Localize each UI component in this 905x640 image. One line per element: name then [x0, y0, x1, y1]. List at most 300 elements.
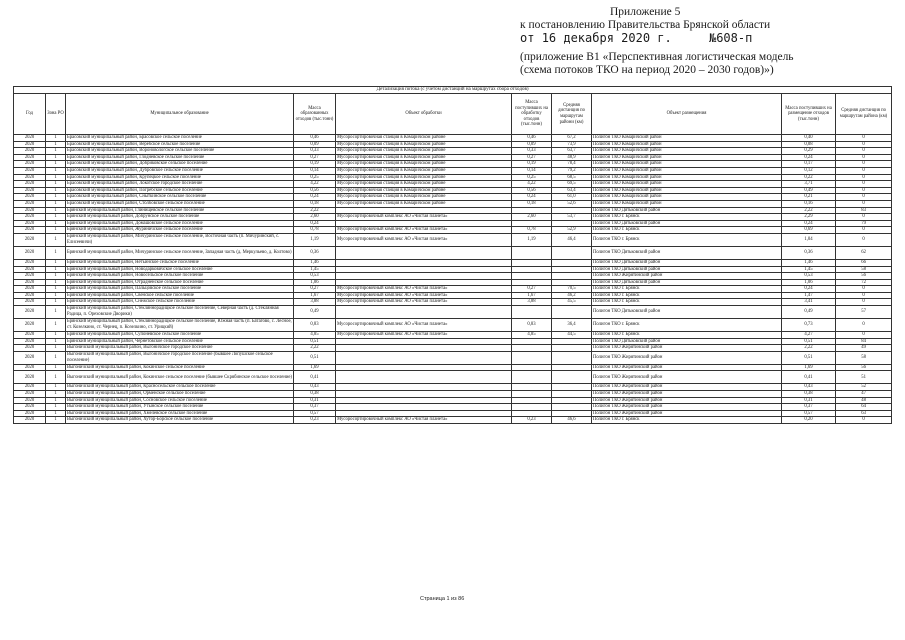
table-cell: Выгоничский муниципальный район, Сосновское сельское поселение [66, 397, 294, 404]
table-row [14, 371, 892, 384]
table-cell: 0 [836, 187, 892, 194]
table-cell: 1 [46, 181, 66, 188]
table-cell: 0,14 [512, 167, 552, 174]
table-cell: 0,51 [294, 351, 336, 364]
table-row [14, 292, 892, 299]
table-cell: Полигон ТКО Комаричский район [592, 174, 782, 181]
table-row [14, 364, 892, 371]
table-cell: Брянский муниципальный район, Журиничское сельское поселение [66, 227, 294, 234]
table-cell: 46,4 [552, 233, 592, 246]
table-cell: 2020 [14, 299, 46, 306]
table-cell: 52,6 [552, 200, 592, 207]
table-cell: 0,38 [782, 391, 836, 398]
table-caption: Детализация потока (с учетом дистанций на маршрутах сбора отходов) [14, 87, 892, 94]
table-row [14, 174, 892, 181]
table-cell: 2020 [14, 135, 46, 142]
table-cell: Выгоничский муниципальный район, Орменское сельское поселение [66, 391, 294, 398]
table-cell: 2,22 [294, 345, 336, 352]
table-cell: 58 [836, 351, 892, 364]
table-cell: Полигон ТКО г. Брянск [592, 299, 782, 306]
table-cell [512, 391, 552, 398]
table-cell: Брасовский муниципальный район, Веребское сельское поселение [66, 141, 294, 148]
table-cell [336, 266, 512, 273]
table-cell: 1 [46, 161, 66, 168]
table-row [14, 187, 892, 194]
table-cell: Мусоросортировочный комплекс АО «Чистая планета» [336, 292, 512, 299]
table-cell: 0,41 [782, 371, 836, 384]
table-cell: Полигон ТКО г. Брянск [592, 319, 782, 332]
table-cell: Брянский муниципальный район, Чернетовское сельское поселение [66, 338, 294, 345]
table-cell: 1 [46, 279, 66, 286]
table-cell: 66 [836, 259, 892, 266]
table-cell: Полигон ТКО Комаричский район [592, 141, 782, 148]
table-cell: 2020 [14, 266, 46, 273]
table-cell: Полигон ТКО г. Брянск [592, 292, 782, 299]
table-cell: 1 [46, 135, 66, 142]
table-cell: Мусоросортировочная станция в Комаричском районе [336, 161, 512, 168]
table-row [14, 214, 892, 221]
table-cell: 0 [836, 299, 892, 306]
table-cell: 1 [46, 364, 66, 371]
table-row [14, 338, 892, 345]
table-cell [552, 364, 592, 371]
table-cell: 0 [836, 319, 892, 332]
table-cell: Выгоничский муниципальный район, Хутор-Борское сельское поселение [66, 417, 294, 424]
table-cell: 0,24 [782, 286, 836, 293]
table-cell [552, 371, 592, 384]
table-cell: 1,67 [294, 292, 336, 299]
table-cell: 1,06 [782, 279, 836, 286]
table-cell: 0,27 [294, 154, 336, 161]
table-cell: Полигон ТКО Жирятинский район [592, 371, 782, 384]
table-row [14, 404, 892, 411]
table-cell: Выгоничский муниципальный район, Выгоничское городское поселение [66, 345, 294, 352]
table-cell: Брянский муниципальный район, Супоневское сельское поселение [66, 332, 294, 339]
table-cell: 78,4 [552, 161, 592, 168]
table-cell: 0,78 [294, 227, 336, 234]
table-cell: 0,16 [782, 200, 836, 207]
table-cell: Мусоросортировочный комплекс АО «Чистая планета» [336, 286, 512, 293]
table-cell: 0,69 [782, 227, 836, 234]
table-cell: Брянский муниципальный район, Новодарковичское сельское поселение [66, 266, 294, 273]
table-cell: 2020 [14, 148, 46, 155]
table-cell: Мусоросортировочная станция в Комаричском районе [336, 141, 512, 148]
document-header [520, 6, 890, 77]
table-cell: Мусоросортировочная станция в Комаричском районе [336, 167, 512, 174]
decree-number: №608-п [708, 31, 753, 45]
table-cell: 45,5 [552, 299, 592, 306]
table-cell: 1,19 [512, 233, 552, 246]
table-cell: Брасовский муниципальный район, Брасовское сельское поселение [66, 135, 294, 142]
table-row [14, 286, 892, 293]
table-cell [552, 345, 592, 352]
table-cell: 0,53 [294, 273, 336, 280]
table-cell: 0 [836, 167, 892, 174]
table-cell: 2020 [14, 404, 46, 411]
table-cell: 2020 [14, 345, 46, 352]
table-cell: 53,7 [552, 214, 592, 221]
table-cell [512, 345, 552, 352]
table-cell: 52 [836, 384, 892, 391]
table-cell [552, 279, 592, 286]
table-cell: 2020 [14, 207, 46, 214]
table-cell [512, 410, 552, 417]
table-cell: Мусоросортировочная станция в Комаричском районе [336, 181, 512, 188]
table-row [14, 233, 892, 246]
table-cell: Брасовский муниципальный район, Вороновологское сельское поселение [66, 148, 294, 155]
table-cell: 1 [46, 338, 66, 345]
table-cell [512, 220, 552, 227]
table-cell: 1 [46, 246, 66, 259]
table-cell: Полигон ТКО Дятьковский район [592, 259, 782, 266]
table-cell: Мусоросортировочный комплекс АО «Чистая планета» [336, 233, 512, 246]
table-cell [512, 273, 552, 280]
table-cell: Брасовский муниципальный район, Глодневское сельское поселение [66, 154, 294, 161]
table-cell: 1 [46, 194, 66, 201]
table-cell: 2020 [14, 273, 46, 280]
table-cell: Выгоничский муниципальный район, Кокинское сельское поселение (бывшее Скрябинское сельское поселение) [66, 371, 294, 384]
appendix-subtitle-2: (схема потоков ТКО на период 2020 – 2030 годов)») [520, 64, 774, 76]
table-cell: 0,73 [782, 319, 836, 332]
table-cell: 0 [836, 148, 892, 155]
table-cell: Полигон ТКО Жирятинский район [592, 351, 782, 364]
table-cell: Полигон ТКО г. Брянск [592, 332, 782, 339]
table-cell: 0,27 [512, 154, 552, 161]
table-cell: 0,33 [512, 148, 552, 155]
table-cell: 0,08 [782, 141, 836, 148]
table-cell: 0,51 [782, 351, 836, 364]
table-cell: 2020 [14, 397, 46, 404]
table-cell: Полигон ТКО Дятьковский район [592, 246, 782, 259]
table-cell: Полигон ТКО Жирятинский район [592, 410, 782, 417]
table-cell: 0,18 [294, 200, 336, 207]
table-row [14, 154, 892, 161]
table-cell [552, 338, 592, 345]
table-cell [552, 410, 592, 417]
table-cell: Полигон ТКО г. Брянск [592, 233, 782, 246]
table-cell: 0,17 [782, 161, 836, 168]
table-cell: 1 [46, 266, 66, 273]
table-cell: 0,36 [294, 246, 336, 259]
table-cell: 48 [836, 397, 892, 404]
table-cell: 0,53 [782, 273, 836, 280]
table-cell: Полигон ТКО Дятьковский район [592, 279, 782, 286]
table-cell: 0,23 [294, 417, 336, 424]
table-row [14, 306, 892, 319]
table-cell [336, 410, 512, 417]
decree-line: к постановлению Правительства Брянской области [520, 19, 771, 31]
table-cell: 1 [46, 319, 66, 332]
table-cell: Брасовский муниципальный район, Сныткинское сельское поселение [66, 194, 294, 201]
table-cell: 48,9 [552, 154, 592, 161]
table-cell: 1 [46, 410, 66, 417]
table-cell: 3,41 [782, 299, 836, 306]
table-cell: 0 [836, 286, 892, 293]
table-cell: Брасовский муниципальный район, Погребское сельское поселение [66, 187, 294, 194]
table-cell: 51 [836, 371, 892, 384]
table-cell: 63,7 [552, 148, 592, 155]
table-cell: Полигон ТКО Жирятинский район [592, 384, 782, 391]
table-cell: 2020 [14, 292, 46, 299]
table-cell: Брянский муниципальный район, Пальцовское сельское поселение [66, 286, 294, 293]
table-cell: Мусоросортировочная станция в Комаричском районе [336, 135, 512, 142]
table-cell [552, 391, 592, 398]
table-cell: 0,43 [294, 384, 336, 391]
table-cell: 83 [836, 207, 892, 214]
table-row [14, 207, 892, 214]
table-cell: 2,60 [294, 214, 336, 221]
table-cell: 84 [836, 338, 892, 345]
table-cell: Полигон ТКО Жирятинский район [592, 364, 782, 371]
table-cell: 1 [46, 384, 66, 391]
table-cell: Полигон ТКО Комаричский район [592, 194, 782, 201]
table-cell: 0 [836, 135, 892, 142]
column-header: Средняя дистанция по маршрутам райони (км) [552, 94, 592, 135]
table-row [14, 135, 892, 142]
decree-date-line [520, 32, 890, 45]
table-cell: 2020 [14, 351, 46, 364]
table-cell: Мусоросортировочная станция в Комаричском районе [336, 154, 512, 161]
table-cell [512, 351, 552, 364]
table-cell [336, 338, 512, 345]
table-cell [336, 207, 512, 214]
table-cell: Полигон ТКО г. Брянск [592, 286, 782, 293]
table-row [14, 397, 892, 404]
table-row [14, 273, 892, 280]
column-header: Муниципальное образование [66, 94, 294, 135]
table-cell: Полигон ТКО Дятьковский район [592, 207, 782, 214]
table-cell: Полигон ТКО Комаричский район [592, 154, 782, 161]
table-cell: 1 [46, 391, 66, 398]
table-cell: 70,5 [552, 286, 592, 293]
appendix-title: Приложение 5 [610, 6, 681, 18]
table-cell: 73,9 [552, 141, 592, 148]
table-cell [512, 266, 552, 273]
table-cell: Мусоросортировочный комплекс АО «Чистая планета» [336, 319, 512, 332]
table-cell: 1,46 [294, 259, 336, 266]
table-cell: Полигон ТКО г. Брянск [592, 417, 782, 424]
table-cell [552, 266, 592, 273]
table-cell: Брянский муниципальный район, Домашовское сельское поселение [66, 220, 294, 227]
table-row [14, 161, 892, 168]
table-cell: 0 [836, 417, 892, 424]
table-cell [552, 404, 592, 411]
table-row [14, 319, 892, 332]
table-cell: 0,09 [512, 141, 552, 148]
table-row [14, 141, 892, 148]
table-row [14, 351, 892, 364]
table-cell: Полигон ТКО Жирятинский район [592, 273, 782, 280]
table-cell: 72 [836, 279, 892, 286]
table-cell: 0,24 [294, 194, 336, 201]
table-cell [336, 345, 512, 352]
table-cell: 2020 [14, 286, 46, 293]
table-cell: Мусоросортировочный комплекс АО «Чистая планета» [336, 227, 512, 234]
table-cell [552, 246, 592, 259]
column-header: Масса поступивших на обработку отходов (тыс.тонн) [512, 94, 552, 135]
column-header: Объект размещения [592, 94, 782, 135]
table-row [14, 417, 892, 424]
table-cell: 1,67 [512, 292, 552, 299]
table-cell: Полигон ТКО Комаричский район [592, 161, 782, 168]
table-cell: 1 [46, 417, 66, 424]
table-cell: 68,5 [552, 174, 592, 181]
table-cell: 0,27 [294, 286, 336, 293]
table-cell: 4,22 [294, 181, 336, 188]
table-cell: 0,57 [294, 410, 336, 417]
table-cell: 1 [46, 397, 66, 404]
table-row [14, 299, 892, 306]
table-cell: Мусоросортировочный комплекс АО «Чистая планета» [336, 299, 512, 306]
table-cell: 0,23 [512, 417, 552, 424]
table-cell: Выгоничский муниципальный район, Кокинское сельское поселение [66, 364, 294, 371]
table-cell [512, 259, 552, 266]
table-cell [512, 246, 552, 259]
table-row [14, 332, 892, 339]
column-header: Объект обработки [336, 94, 512, 135]
table-cell: 2020 [14, 338, 46, 345]
table-cell: 1,69 [294, 364, 336, 371]
waste-flow-table [13, 86, 892, 424]
table-cell: Мусоросортировочная станция в Комаричском районе [336, 174, 512, 181]
table-cell [336, 306, 512, 319]
table-cell: 1 [46, 207, 66, 214]
table-cell: Брасовский муниципальный район, Добриковское сельское поселение [66, 161, 294, 168]
table-cell: Мусоросортировочный комплекс АО «Чистая планета» [336, 214, 512, 221]
table-cell: 0 [836, 332, 892, 339]
table-cell: 0,49 [782, 187, 836, 194]
table-cell: 0 [836, 174, 892, 181]
table-cell: Полигон ТКО Комаричский район [592, 148, 782, 155]
table-cell: 0 [836, 200, 892, 207]
table-cell: 1 [46, 259, 66, 266]
table-cell: 0,12 [782, 167, 836, 174]
table-cell: 2020 [14, 154, 46, 161]
table-cell: 0,27 [512, 286, 552, 293]
table-cell: Брасовский муниципальный район, Столбовское сельское поселение [66, 200, 294, 207]
table-cell: 1 [46, 220, 66, 227]
table-cell: 0,25 [294, 174, 336, 181]
table-cell: 0,37 [294, 404, 336, 411]
table-cell: 0,20 [782, 417, 836, 424]
table-cell: Брянский муниципальный район, Свенское сельское поселение [66, 292, 294, 299]
table-cell: 1 [46, 306, 66, 319]
table-cell: Выгоничский муниципальный район, Красносельское сельское поселение [66, 384, 294, 391]
table-cell: 1,19 [294, 233, 336, 246]
table-row [14, 391, 892, 398]
table-cell [336, 351, 512, 364]
table-cell: Брянский муниципальный район, Добрунское сельское поселение [66, 214, 294, 221]
table-cell: Полигон ТКО Комаричский район [592, 135, 782, 142]
table-cell: Брянский муниципальный район, Глинищевское сельское поселение [66, 207, 294, 214]
table-cell: 0,83 [294, 319, 336, 332]
table-cell: 2020 [14, 246, 46, 259]
table-cell: 61,0 [552, 194, 592, 201]
appendix-subtitle-1: (приложение В1 «Перспективная логистическая модель [520, 51, 794, 63]
table-cell [552, 259, 592, 266]
flow-table-container [13, 86, 891, 424]
table-cell: 47 [836, 391, 892, 398]
table-cell: 56 [836, 364, 892, 371]
table-cell: 0,56 [512, 187, 552, 194]
table-cell: 0 [836, 141, 892, 148]
table-row [14, 410, 892, 417]
table-header-row [14, 94, 892, 135]
table-cell: 0,43 [782, 384, 836, 391]
table-cell: 0,49 [782, 306, 836, 319]
table-cell [336, 279, 512, 286]
table-cell: 2020 [14, 306, 46, 319]
table-cell [552, 397, 592, 404]
table-cell [512, 384, 552, 391]
table-cell: 1 [46, 154, 66, 161]
table-cell: 2020 [14, 259, 46, 266]
table-cell: 2020 [14, 167, 46, 174]
table-cell: Брянский муниципальный район, Мичуринское сельское поселение, Западная часть (д. Меркульево, д. Колтово) [66, 246, 294, 259]
table-cell: 49 [836, 345, 892, 352]
table-cell: 2020 [14, 279, 46, 286]
table-cell: 4,85 [512, 332, 552, 339]
table-cell: 46,2 [552, 292, 592, 299]
table-cell: 2020 [14, 220, 46, 227]
decree-date: 16 декабря 2020 г. [541, 31, 672, 45]
table-cell [336, 384, 512, 391]
table-cell [552, 273, 592, 280]
table-cell: 0 [836, 181, 892, 188]
table-row [14, 148, 892, 155]
table-cell: 1 [46, 292, 66, 299]
table-cell: 57 [836, 306, 892, 319]
table-cell: 2020 [14, 227, 46, 234]
table-row [14, 259, 892, 266]
table-cell: 0,24 [512, 194, 552, 201]
table-cell: Брянский муниципальный район, Новосельское сельское поселение [66, 273, 294, 280]
table-cell: 2020 [14, 141, 46, 148]
table-cell: 0,51 [782, 338, 836, 345]
table-cell: 1,06 [294, 279, 336, 286]
table-row [14, 181, 892, 188]
table-cell: Полигон ТКО Дятьковский район [592, 306, 782, 319]
table-cell [552, 351, 592, 364]
table-cell: 1 [46, 404, 66, 411]
table-cell: Полигон ТКО Жирятинский район [592, 397, 782, 404]
table-cell: 0 [836, 233, 892, 246]
table-cell [512, 371, 552, 384]
table-cell: 0 [836, 161, 892, 168]
table-cell: 1,47 [782, 292, 836, 299]
table-row [14, 266, 892, 273]
table-cell: 2020 [14, 391, 46, 398]
table-cell: 0,24 [782, 220, 836, 227]
table-cell: Полигон ТКО Жирятинский район [592, 391, 782, 398]
table-cell: Мусоросортировочный комплекс АО «Чистая планета» [336, 332, 512, 339]
table-row [14, 246, 892, 259]
table-cell: 0,57 [782, 410, 836, 417]
table-cell: 2020 [14, 364, 46, 371]
table-cell: 1,04 [782, 233, 836, 246]
table-row [14, 345, 892, 352]
table-cell: 0,38 [294, 391, 336, 398]
table-cell: 1 [46, 299, 66, 306]
table-cell: Выгоничский муниципальный район, Утынское сельское поселение [66, 404, 294, 411]
table-cell [336, 364, 512, 371]
table-cell [512, 207, 552, 214]
table-cell: 63 [836, 410, 892, 417]
table-cell: 46,6 [552, 417, 592, 424]
table-cell: 0,14 [294, 167, 336, 174]
table-cell: 2020 [14, 200, 46, 207]
table-cell: Полигон ТКО Комаричский район [592, 181, 782, 188]
